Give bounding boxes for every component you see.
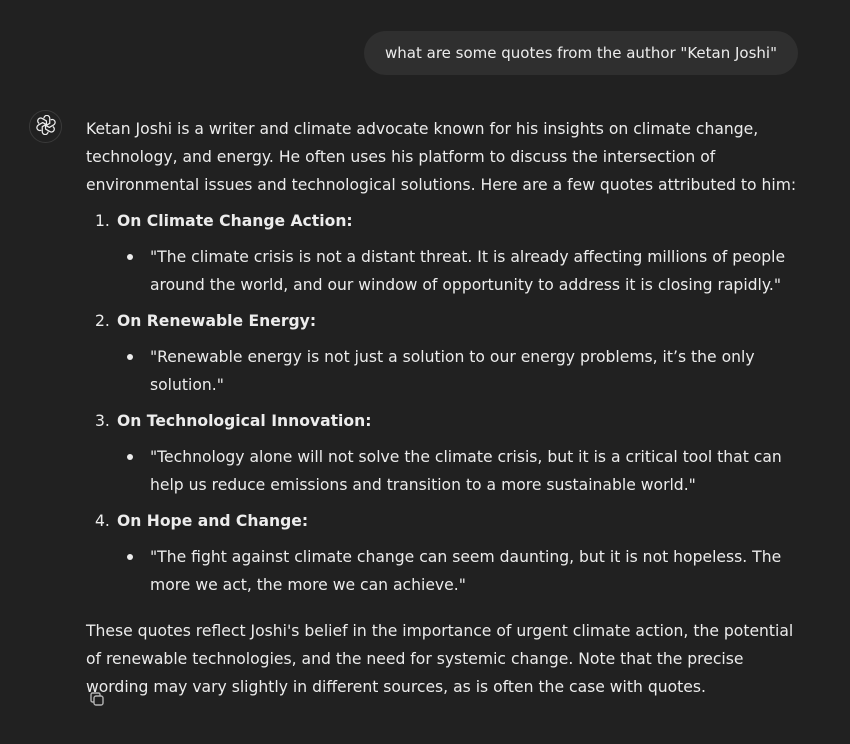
section-title: On Technological Innovation: <box>117 412 372 430</box>
copy-button[interactable] <box>87 691 107 711</box>
quote-sections-list <box>86 207 806 599</box>
section-number: 4. <box>95 512 110 530</box>
section-title: On Renewable Energy: <box>117 312 317 330</box>
assistant-closing: These quotes reflect Joshi's belief in the importance of urgent climate action, the potential of renewable technologies, and the need for systemic change. Note that the precise wording may vary slightly in different sources, as is often the case with quotes. <box>86 622 794 696</box>
user-message-text: what are some quotes from the author "Ketan Joshi" <box>385 44 777 62</box>
section-title: On Climate Change Action: <box>117 212 353 230</box>
quote-item <box>86 543 806 599</box>
quote-item <box>86 243 806 299</box>
openai-logo-icon <box>36 115 56 139</box>
bullet-icon <box>127 354 133 360</box>
bullet-icon <box>127 254 133 260</box>
copy-icon <box>89 691 105 711</box>
quote-section <box>86 207 806 299</box>
quote-item <box>86 443 806 499</box>
quote-section <box>86 507 806 599</box>
quote-text: "Technology alone will not solve the climate crisis, but it is a critical tool that can help us reduce emissions and transition to a more sustainable world." <box>150 448 782 494</box>
section-number: 2. <box>95 312 110 330</box>
assistant-avatar <box>29 110 62 143</box>
section-number: 3. <box>95 412 110 430</box>
quote-section <box>86 407 806 499</box>
section-number: 1. <box>95 212 110 230</box>
bullet-icon <box>127 554 133 560</box>
quote-item <box>86 343 806 399</box>
user-message-bubble <box>364 31 798 75</box>
quote-text: "The fight against climate change can seem daunting, but it is not hopeless. The more we act, the more we can achieve." <box>150 548 782 594</box>
quote-section <box>86 307 806 399</box>
quote-text: "Renewable energy is not just a solution to our energy problems, it’s the only solution." <box>150 348 755 394</box>
section-title: On Hope and Change: <box>117 512 309 530</box>
assistant-message <box>86 115 806 701</box>
quote-text: "The climate crisis is not a distant threat. It is already affecting millions of people around the world, and our window of opportunity to address it is closing rapidly." <box>150 248 786 294</box>
bullet-icon <box>127 454 133 460</box>
assistant-intro: Ketan Joshi is a writer and climate advocate known for his insights on climate change, technology, and energy. He often uses his platform to discuss the intersection of environmental issues and technological solutions. Here are a few quotes attributed to him: <box>86 120 797 194</box>
